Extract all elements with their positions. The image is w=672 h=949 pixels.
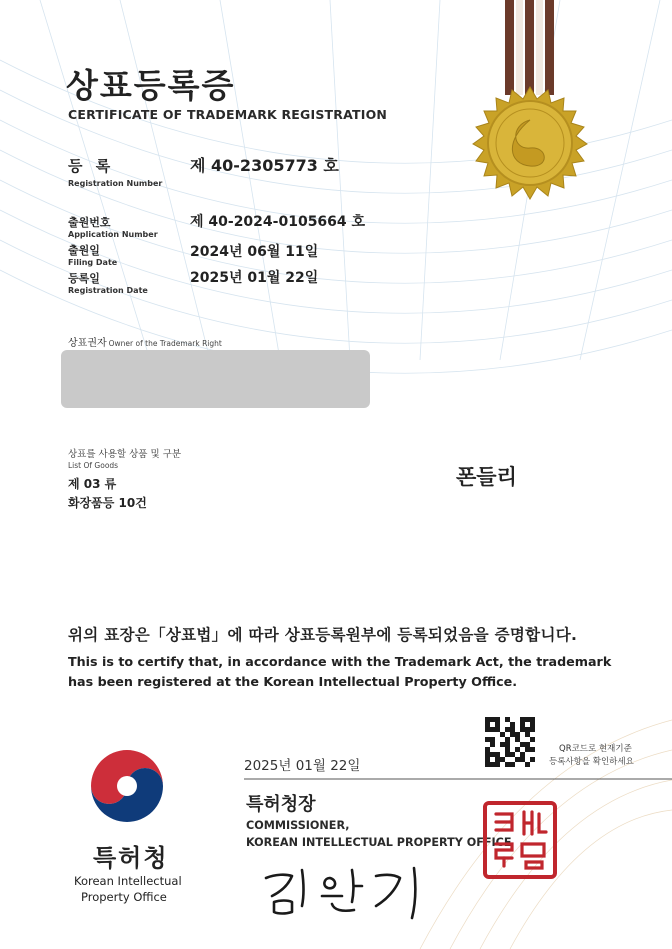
certification-korean: 위의 표장은「상표법」에 따라 상표등록원부에 등록되었음을 증명합니다.	[68, 626, 578, 644]
registration-date-label-ko: 등록일	[68, 272, 100, 285]
application-label-ko: 출원번호	[68, 216, 111, 229]
owner-label	[68, 334, 222, 349]
qr-code-icon[interactable]	[485, 717, 535, 767]
qr-note-line2: 등록사항을 확인하세요	[549, 757, 634, 767]
owner-redacted-box	[61, 350, 370, 408]
commissioner-title-en-line1: COMMISSIONER,	[246, 819, 350, 832]
ribbon-stripe	[525, 0, 534, 95]
registration-date: 2025년 01월 22일	[190, 270, 319, 286]
kipo-name-en-line2: Property Office	[81, 890, 167, 904]
kipo-name-ko: 특허청	[93, 844, 169, 872]
goods-items: 화장품등 10건	[68, 496, 147, 510]
owner-label-ko: 상표권자	[68, 338, 107, 349]
certification-english-line2: has been registered at the Korean Intellectual Property Office.	[68, 674, 518, 689]
filing-label-en: Filing Date	[68, 258, 118, 267]
commissioner-title-ko: 특허청장	[246, 794, 316, 815]
gold-seal-with-ribbon	[450, 0, 620, 265]
title-english: CERTIFICATE OF TRADEMARK REGISTRATION	[68, 107, 388, 122]
filing-label-ko: 출원일	[68, 244, 100, 257]
kipo-name-en-line1: Korean Intellectual	[74, 874, 182, 888]
qr-note-line1: QR코드로 현재기준	[559, 744, 632, 754]
ribbon-stripe	[516, 0, 523, 95]
kipo-taegeuk-logo	[88, 747, 166, 825]
goods-class: 제 03 류	[68, 477, 117, 491]
goods-label-ko: 상표를 사용할 상품 및 구분	[68, 449, 182, 460]
owner-label-en: Owner of the Trademark Right	[108, 339, 222, 348]
certification-english-line1: This is to certify that, in accordance with the Trademark Act, the trademark	[68, 654, 612, 669]
registration-number: 제 40-2305773 호	[190, 156, 339, 175]
commissioner-title-en-line2: KOREAN INTELLECTUAL PROPERTY OFFICE	[246, 836, 512, 849]
ribbon-stripe	[536, 0, 543, 95]
ribbon-stripe	[545, 0, 554, 95]
trademark-text: 폰들리	[456, 465, 517, 489]
filing-date: 2024년 06월 11일	[190, 244, 319, 260]
registration-label-en: Registration Number	[68, 179, 163, 188]
title-korean: 상표등록증	[66, 66, 236, 105]
handwritten-signature	[258, 862, 428, 922]
goods-label-en: List Of Goods	[68, 461, 119, 470]
ribbon-stripe	[505, 0, 514, 95]
issue-date: 2025년 01월 22일	[244, 758, 361, 774]
application-number: 제 40-2024-0105664 호	[190, 214, 366, 230]
registration-date-label-en: Registration Date	[68, 286, 148, 295]
official-seal-stamp	[482, 800, 558, 880]
seal-inner-circle	[488, 101, 572, 185]
registration-label-ko: 등 록	[68, 157, 115, 175]
signature-divider	[244, 778, 672, 780]
application-label-en: Application Number	[68, 230, 158, 239]
